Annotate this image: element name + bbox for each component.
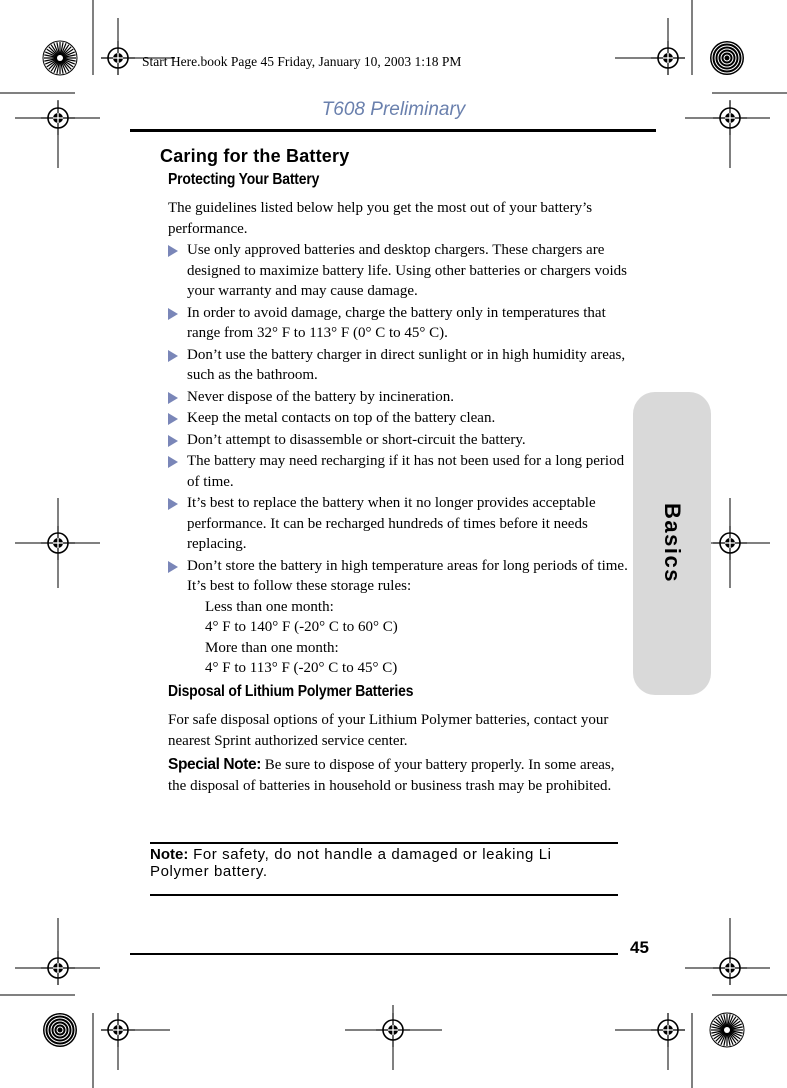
bullet-arrow-icon [168,413,178,425]
storage-rule-line: 4° F to 113° F (-20° C to 45° C) [205,660,398,676]
special-note-label: Special Note: [168,756,261,773]
bullet-arrow-icon [168,350,178,362]
list-item-text: Don’t store the battery in high temperature areas for long periods of time. It’s best to follow these storage rules: [187,557,628,594]
list-item [168,345,628,386]
bullet-arrow-icon [168,435,178,447]
side-tab-label: Basics [660,503,685,583]
disposal-text: For safe disposal options of your Lithium Polymer batteries, contact your nearest Sprint authorized service center. [168,712,609,749]
list-item [168,556,628,679]
book-info-header: Start Here.book Page 45 Friday, January 10, 2003 1:18 PM [142,54,462,69]
list-item-text: Don’t attempt to disassemble or short-circuit the battery. [187,431,526,448]
section-title: Caring for the Battery [160,146,350,166]
list-item [168,430,628,451]
list-item-text: The battery may need recharging if it has not been used for a long period of time. [187,453,625,490]
battery-guidelines-list [168,240,628,680]
list-item [168,408,628,429]
bullet-arrow-icon [168,498,178,510]
list-item [168,240,628,302]
storage-rules [187,597,628,679]
bullet-arrow-icon [168,245,178,257]
list-item-text: Don’t use the battery charger in direct sunlight or in high humidity areas, such as the bathroom. [187,346,626,383]
bullet-arrow-icon [168,392,178,404]
list-item [168,303,628,344]
list-item-text: It’s best to replace the battery when it no longer provides acceptable performance. It can be recharged hundreds of times before it needs replacing. [187,495,596,552]
top-rule [130,129,656,132]
storage-rule-line: Less than one month: [205,598,334,615]
storage-rule-line: More than one month: [205,639,339,656]
protecting-heading: Protecting Your Battery [168,171,320,188]
note-top-rule [150,842,618,844]
bullet-arrow-icon [168,308,178,320]
bullet-arrow-icon [168,561,178,573]
safety-note [150,846,612,880]
basics-side-tab [633,392,711,695]
list-item [168,451,628,492]
page-number: 45 [630,938,649,957]
protecting-intro: The guidelines listed below help you get the most out of your battery’s performance. [168,200,593,237]
list-item [168,387,628,408]
list-item-text: In order to avoid damage, charge the battery only in temperatures that range from 32° F to 113° F (0° C to 45° C). [187,304,606,341]
note-label: Note: [150,846,189,863]
storage-rule-line: 4° F to 140° F (-20° C to 60° C) [205,619,398,635]
bottom-rule [130,953,618,955]
list-item-text: Use only approved batteries and desktop chargers. These chargers are designed to maximize battery life. Using other batteries or chargers voids your warranty and may cause damage. [187,242,628,299]
list-item [168,493,628,555]
special-note-text: Be sure to dispose of your battery properly. In some areas, the disposal of batteries in household or business trash may be prohibited. [168,757,615,794]
list-item-text: Keep the metal contacts on top of the battery clean. [187,410,496,426]
disposal-heading: Disposal of Lithium Polymer Batteries [168,683,414,700]
preliminary-banner: T608 Preliminary [321,99,466,120]
list-item-text: Never dispose of the battery by incineration. [187,388,454,405]
special-note [168,755,628,796]
note-text: For safety, do not handle a damaged or leaking Li Polymer battery. [150,846,552,880]
note-bottom-rule [150,894,618,896]
bullet-arrow-icon [168,456,178,468]
